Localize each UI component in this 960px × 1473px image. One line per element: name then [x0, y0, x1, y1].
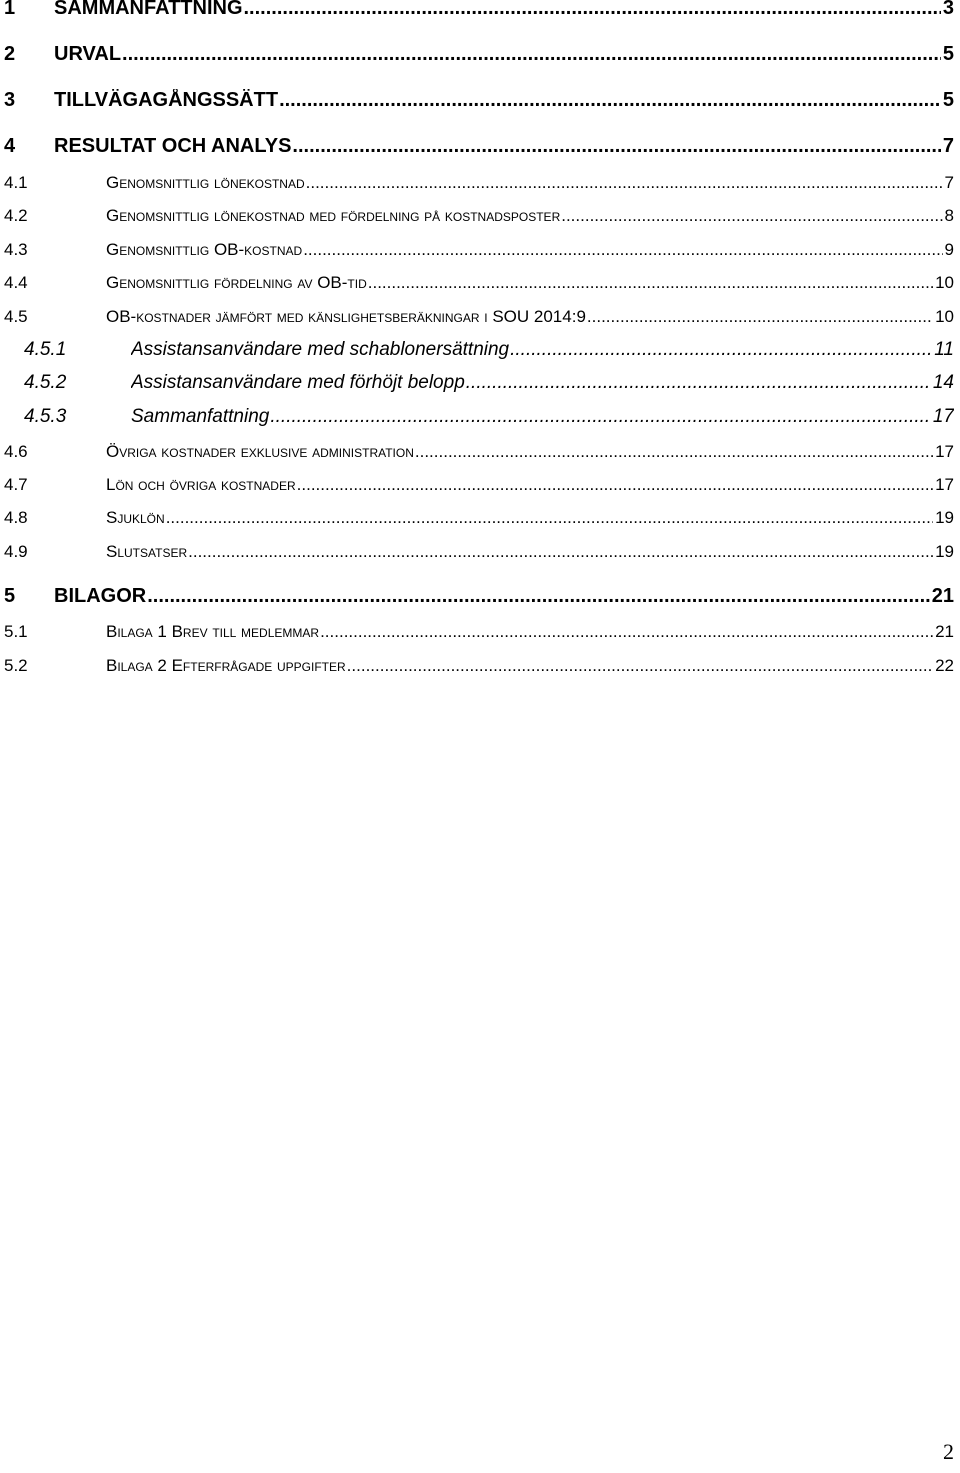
- toc-entry-page: 7: [942, 135, 954, 157]
- toc-entry-number: 4.6: [4, 442, 28, 461]
- toc-entry-number: 4.4: [4, 273, 28, 292]
- toc-entry-number: 4.5.1: [24, 339, 67, 360]
- toc-entry-title: Genomsnittlig lönekostnad: [106, 173, 305, 192]
- dot-leader: [466, 372, 931, 394]
- toc-entry-page: 5: [942, 89, 954, 111]
- toc-entry-title: TILLVÄGAGÅNGSSÄTT: [54, 89, 279, 111]
- toc-entry-5[interactable]: [0, 582, 954, 612]
- toc-entry-title: Bilaga 2 Efterfrågade uppgifter: [106, 656, 346, 675]
- toc-entry-4-5-3[interactable]: [0, 402, 954, 432]
- toc-entry-title: Assistansanvändare med schablonersättning: [131, 339, 510, 360]
- toc-entry-4-8[interactable]: [0, 502, 954, 532]
- toc-entry-page: 14: [932, 372, 954, 393]
- toc-entry-number: 4.5.2: [24, 372, 67, 393]
- toc-entry-page: 17: [932, 406, 954, 427]
- dot-leader: [147, 585, 930, 608]
- toc-entry-number: 4.7: [4, 475, 28, 494]
- toc-entry-number: 1: [4, 0, 16, 19]
- toc-entry-number: 5: [4, 585, 16, 607]
- toc-entry-number: 4.1: [4, 173, 28, 192]
- toc-entry-page: 10: [935, 273, 954, 292]
- toc-entry-4-2[interactable]: [0, 200, 954, 230]
- toc-entry-number: 4.8: [4, 508, 28, 527]
- toc-entry-number: 4.5: [4, 307, 28, 326]
- toc-entry-4-5-1[interactable]: [0, 335, 954, 365]
- page-number: 2: [943, 1439, 954, 1464]
- toc-entry-5-2[interactable]: [0, 650, 954, 680]
- toc-entry-title: Genomsnittlig lönekostnad med fördelning på kostnadsposter: [106, 206, 561, 225]
- toc-entry-4-7[interactable]: [0, 469, 954, 499]
- toc-entry-4-9[interactable]: [0, 536, 954, 566]
- toc-entry-page: 9: [944, 240, 954, 259]
- toc-entry-number: 5.1: [4, 622, 28, 641]
- dot-leader: [122, 43, 941, 66]
- toc-entry-title: Bilaga 1 Brev till medlemmar: [106, 622, 320, 641]
- toc-entry-page: 21: [931, 585, 954, 607]
- dot-leader: [244, 0, 941, 20]
- toc-entry-page: 19: [935, 508, 954, 527]
- toc-entry-4[interactable]: [0, 132, 954, 162]
- toc-entry-number: 4: [4, 135, 16, 157]
- toc-entry-page: 17: [935, 475, 954, 494]
- toc-entry-1[interactable]: [0, 0, 954, 24]
- dot-leader: [510, 339, 932, 361]
- dot-leader: [561, 206, 942, 226]
- dot-leader: [270, 406, 931, 428]
- toc-entry-page: 22: [935, 656, 954, 675]
- toc-entry-page: 10: [935, 307, 954, 326]
- toc-entry-page: 17: [935, 442, 954, 461]
- toc-entry-page: 3: [942, 0, 954, 19]
- dot-leader: [297, 475, 933, 495]
- toc-entry-page: 8: [944, 206, 954, 225]
- toc-entry-number: 5.2: [4, 656, 28, 675]
- dot-leader: [166, 508, 933, 528]
- toc-entry-title: Genomsnittlig OB-kostnad: [106, 240, 303, 259]
- dot-leader: [415, 442, 933, 462]
- toc-entry-4-4[interactable]: [0, 267, 954, 297]
- toc-entry-page: 19: [935, 542, 954, 561]
- toc-entry-2[interactable]: [0, 40, 954, 70]
- toc-entry-4-3[interactable]: [0, 234, 954, 264]
- dot-leader: [320, 622, 933, 642]
- toc-entry-title: BILAGOR: [54, 585, 147, 607]
- toc-entry-title: Sjuklön: [106, 508, 165, 527]
- toc-entry-title: RESULTAT OCH ANALYS: [54, 135, 292, 157]
- dot-leader: [279, 89, 941, 112]
- dot-leader: [188, 542, 933, 562]
- toc-entry-5-1[interactable]: [0, 616, 954, 646]
- toc-entry-page: 21: [935, 622, 954, 641]
- dot-leader: [306, 173, 943, 193]
- toc-entry-title: Genomsnittlig fördelning av OB-tid: [106, 273, 367, 292]
- dot-leader: [347, 656, 933, 676]
- toc-entry-number: 4.3: [4, 240, 28, 259]
- dot-leader: [368, 273, 933, 293]
- toc-entry-title: URVAL: [54, 43, 122, 65]
- toc-entry-3[interactable]: [0, 86, 954, 116]
- toc-entry-4-1[interactable]: [0, 167, 954, 197]
- dot-leader: [303, 240, 942, 260]
- dot-leader: [587, 307, 933, 327]
- toc-entry-4-5[interactable]: [0, 301, 954, 331]
- toc-entry-page: 7: [944, 173, 954, 192]
- toc-entry-number: 2: [4, 43, 16, 65]
- dot-leader: [292, 135, 940, 158]
- toc-entry-number: 3: [4, 89, 16, 111]
- toc-entry-title: Assistansanvändare med förhöjt belopp: [131, 372, 465, 393]
- toc-entry-title: OB-kostnader jämfört med känslighetsberäkningar i SOU 2014:9: [106, 307, 586, 326]
- toc-entry-title: Lön och övriga kostnader: [106, 475, 296, 494]
- toc-entry-title: Sammanfattning: [131, 406, 270, 427]
- toc-entry-title: Slutsatser: [106, 542, 188, 561]
- toc-entry-page: 11: [934, 339, 954, 360]
- toc-entry-title: SAMMANFATTNING: [54, 0, 243, 19]
- toc-entry-number: 4.2: [4, 206, 28, 225]
- toc-entry-4-5-2[interactable]: [0, 368, 954, 398]
- toc-entry-number: 4.5.3: [24, 406, 67, 427]
- toc-entry-4-6[interactable]: [0, 436, 954, 466]
- toc-entry-number: 4.9: [4, 542, 28, 561]
- toc-entry-page: 5: [942, 43, 954, 65]
- toc-entry-title: Övriga kostnader exklusive administration: [106, 442, 414, 461]
